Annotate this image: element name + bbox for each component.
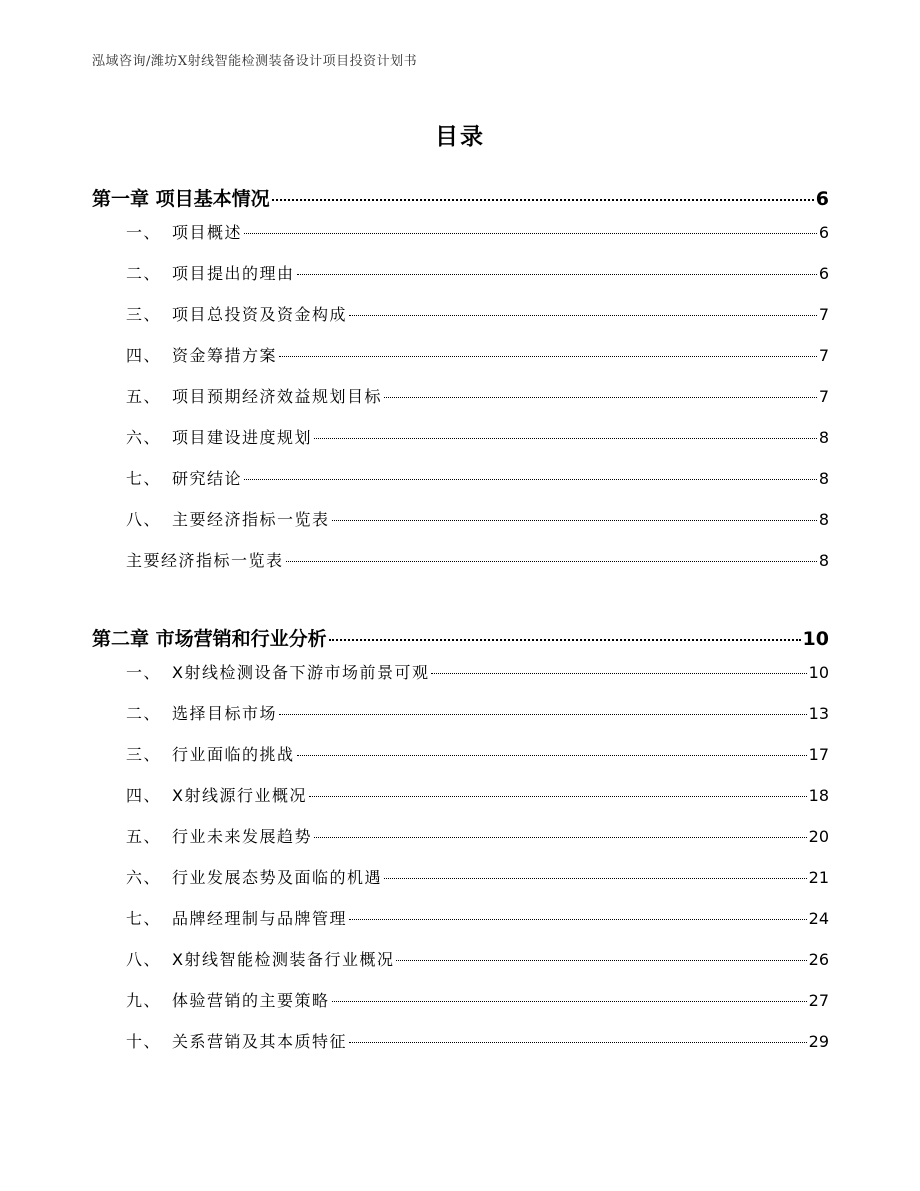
dot-leader xyxy=(272,199,814,201)
toc-chapter-2[interactable] xyxy=(92,624,829,651)
item-text: 研究结论 xyxy=(172,469,243,488)
page-header: 泓域咨询/潍坊X射线智能检测装备设计项目投资计划书 xyxy=(92,54,418,69)
item-text: 品牌经理制与品牌管理 xyxy=(172,909,348,928)
dot-leader xyxy=(384,878,807,879)
item-text: 行业面临的挑战 xyxy=(172,745,295,764)
item-page: 27 xyxy=(808,991,829,1010)
dot-leader xyxy=(297,755,807,756)
dot-leader xyxy=(244,479,817,480)
toc-item[interactable] xyxy=(126,507,829,530)
toc-chapter-1[interactable] xyxy=(92,184,829,211)
toc-item[interactable] xyxy=(126,947,829,970)
dot-leader xyxy=(431,673,806,674)
chapter-page: 6 xyxy=(815,188,829,210)
item-page: 7 xyxy=(818,387,829,406)
dot-leader xyxy=(314,438,817,439)
item-page: 29 xyxy=(808,1032,829,1051)
item-page: 8 xyxy=(818,510,829,529)
dot-leader xyxy=(329,639,801,641)
item-number: 九、 xyxy=(126,991,162,1010)
item-text: 项目总投资及资金构成 xyxy=(172,305,348,324)
item-page: 20 xyxy=(808,827,829,846)
dot-leader xyxy=(279,714,807,715)
item-number: 五、 xyxy=(126,827,162,846)
item-number: 一、 xyxy=(126,223,162,242)
toc-item[interactable] xyxy=(126,783,829,806)
item-page: 10 xyxy=(808,663,829,682)
toc-item[interactable] xyxy=(126,865,829,888)
item-number: 六、 xyxy=(126,868,162,887)
dot-leader xyxy=(314,837,807,838)
item-page: 13 xyxy=(808,704,829,723)
item-text: 行业发展态势及面临的机遇 xyxy=(172,868,383,887)
item-text: 体验营销的主要策略 xyxy=(172,991,330,1010)
item-page: 8 xyxy=(818,428,829,447)
dot-leader xyxy=(349,919,807,920)
toc-item[interactable] xyxy=(126,425,829,448)
item-page: 21 xyxy=(808,868,829,887)
chapter-page: 10 xyxy=(802,628,829,650)
item-number: 四、 xyxy=(126,786,162,805)
item-text: 项目提出的理由 xyxy=(172,264,295,283)
toc-item[interactable] xyxy=(126,906,829,929)
item-number: 一、 xyxy=(126,663,162,682)
toc-item[interactable] xyxy=(126,548,829,571)
item-text: X射线检测设备下游市场前景可观 xyxy=(172,663,430,682)
dot-leader xyxy=(349,1042,807,1043)
item-text: 行业未来发展趋势 xyxy=(172,827,313,846)
toc-title: 目录 xyxy=(435,124,485,150)
item-number: 四、 xyxy=(126,346,162,365)
toc-item[interactable] xyxy=(126,742,829,765)
item-page: 7 xyxy=(818,346,829,365)
toc-item[interactable] xyxy=(126,384,829,407)
dot-leader xyxy=(384,397,817,398)
item-text: 资金筹措方案 xyxy=(172,346,278,365)
item-page: 24 xyxy=(808,909,829,928)
dot-leader xyxy=(286,561,817,562)
dot-leader xyxy=(244,233,817,234)
item-page: 6 xyxy=(818,264,829,283)
item-text: 项目概述 xyxy=(172,223,243,242)
toc-item[interactable] xyxy=(126,466,829,489)
item-page: 6 xyxy=(818,223,829,242)
toc-item[interactable] xyxy=(126,660,829,683)
dot-leader xyxy=(396,960,806,961)
dot-leader xyxy=(332,1001,807,1002)
dot-leader xyxy=(309,796,807,797)
dot-leader xyxy=(332,520,817,521)
toc-item[interactable] xyxy=(126,261,829,284)
toc-item[interactable] xyxy=(126,701,829,724)
toc-item[interactable] xyxy=(126,220,829,243)
item-number: 八、 xyxy=(126,510,162,529)
chapter-label: 第二章 市场营销和行业分析 xyxy=(92,628,327,650)
item-number: 七、 xyxy=(126,909,162,928)
item-number: 二、 xyxy=(126,704,162,723)
toc-item[interactable] xyxy=(126,302,829,325)
dot-leader xyxy=(297,274,817,275)
dot-leader xyxy=(279,356,817,357)
item-text: X射线智能检测装备行业概况 xyxy=(172,950,395,969)
dot-leader xyxy=(349,315,817,316)
item-text: X射线源行业概况 xyxy=(172,786,307,805)
item-number: 八、 xyxy=(126,950,162,969)
item-number: 三、 xyxy=(126,745,162,764)
item-number: 十、 xyxy=(126,1032,162,1051)
item-number: 五、 xyxy=(126,387,162,406)
item-page: 7 xyxy=(818,305,829,324)
toc-item[interactable] xyxy=(126,824,829,847)
item-number: 六、 xyxy=(126,428,162,447)
item-page: 26 xyxy=(808,950,829,969)
toc-item[interactable] xyxy=(126,988,829,1011)
item-page: 17 xyxy=(808,745,829,764)
item-number: 七、 xyxy=(126,469,162,488)
item-text: 主要经济指标一览表 xyxy=(126,551,284,570)
item-page: 18 xyxy=(808,786,829,805)
toc-item[interactable] xyxy=(126,1029,829,1052)
item-text: 选择目标市场 xyxy=(172,704,278,723)
item-page: 8 xyxy=(818,469,829,488)
toc-item[interactable] xyxy=(126,343,829,366)
chapter-label: 第一章 项目基本情况 xyxy=(92,188,270,210)
item-text: 主要经济指标一览表 xyxy=(172,510,330,529)
item-number: 二、 xyxy=(126,264,162,283)
item-number: 三、 xyxy=(126,305,162,324)
item-page: 8 xyxy=(818,551,829,570)
item-text: 关系营销及其本质特征 xyxy=(172,1032,348,1051)
item-text: 项目建设进度规划 xyxy=(172,428,313,447)
item-text: 项目预期经济效益规划目标 xyxy=(172,387,383,406)
